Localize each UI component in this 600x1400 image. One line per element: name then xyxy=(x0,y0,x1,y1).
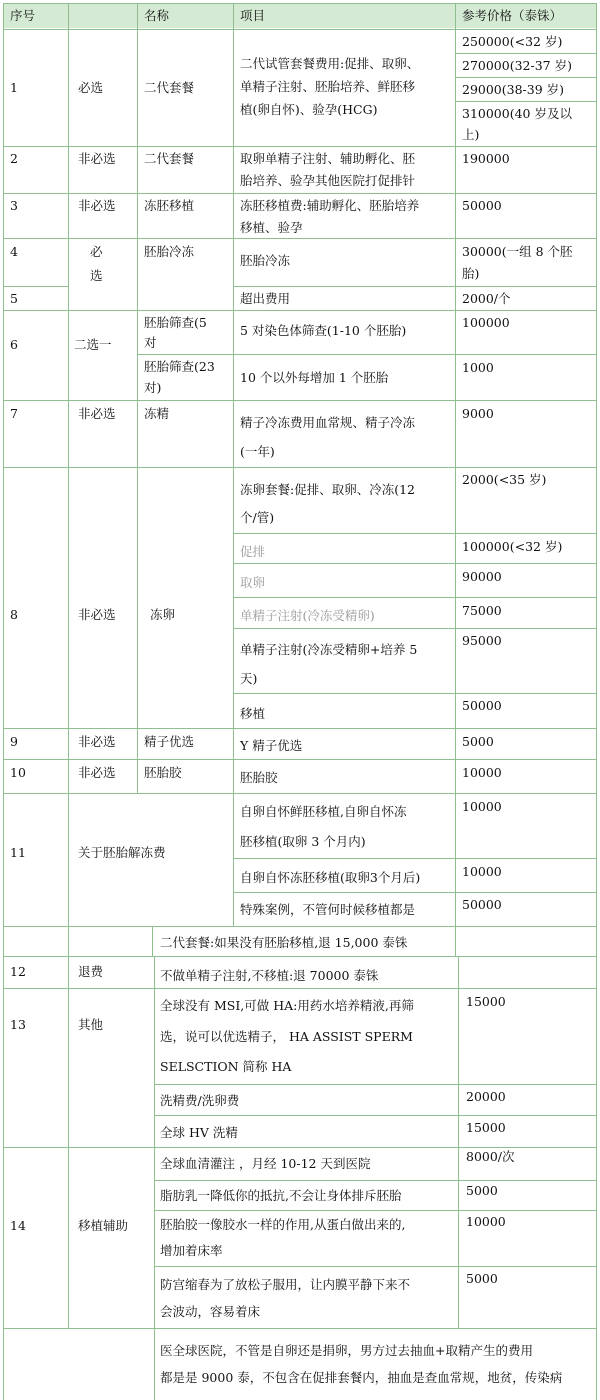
price-cell: 10000 xyxy=(462,799,502,814)
item-cell: 超出费用 xyxy=(240,291,291,306)
item-line: 移植、验孕 xyxy=(240,220,303,235)
name-cell: 退费 xyxy=(78,964,104,979)
price-cell: 20000 xyxy=(466,1089,506,1104)
price-cell: 9000 xyxy=(462,406,494,421)
item-line: SELSCTION 简称 HA xyxy=(160,1059,292,1074)
item-line: 增加着床率 xyxy=(160,1243,223,1258)
price-cell: 10000 xyxy=(462,765,502,780)
seq-cell: 13 xyxy=(10,1017,26,1032)
price-cell: 100000(<32 岁) xyxy=(462,539,563,554)
price-cell: 15000 xyxy=(466,994,506,1009)
header-seq: 序号 xyxy=(10,8,36,23)
price-cell: 胎) xyxy=(462,266,480,281)
item-cell: 不做单精子注射,不移植:退 70000 泰铢 xyxy=(160,968,379,983)
price-cell: 5000 xyxy=(466,1271,498,1286)
item-line: 二代试管套餐费用:促排、取卵、 xyxy=(240,56,420,71)
item-line: 精子冷冻费用血常规、精子冷冻 xyxy=(240,415,416,430)
item-cell: 自卵自怀冻胚移植(取卵3个月后) xyxy=(240,870,421,885)
refund-note: 二代套餐:如果没有胚胎移植,退 15,000 泰铢 xyxy=(160,935,408,950)
item-line: 促排 xyxy=(240,544,266,559)
header-price: 参考价格（泰铢） xyxy=(462,8,563,23)
item-line: 胚胎胶一像胶水一样的作用,从蛋白做出来的, xyxy=(160,1217,406,1232)
name-cell: 移植辅助 xyxy=(78,1218,129,1233)
name-cell: 冻卵 xyxy=(150,607,176,622)
type-cell: 非必选 xyxy=(78,607,116,622)
price-cell: 2000(<35 岁) xyxy=(462,472,547,487)
price-cell: 30000(一组 8 个胚 xyxy=(462,244,573,259)
seq-cell: 9 xyxy=(10,734,18,749)
item-cell: 胚胎胶 xyxy=(240,770,278,785)
item-line: 胎培养、验孕其他医院打促排针 xyxy=(240,173,416,188)
type-cell: 必 xyxy=(90,244,103,259)
name-cell: 二代套餐 xyxy=(144,151,195,166)
price-cell: 1000 xyxy=(462,360,494,375)
price-cell: 10000 xyxy=(466,1214,506,1229)
item-line: 移植 xyxy=(240,706,266,721)
price-cell: 15000 xyxy=(466,1120,506,1135)
seq-cell: 8 xyxy=(10,607,18,622)
seq-cell: 2 xyxy=(10,151,18,166)
seq-cell: 5 xyxy=(10,291,18,306)
footer-note-line: 都是是 9000 泰，不包含在促排套餐内，抽血是查血常规，地贫，传染病 xyxy=(160,1370,563,1385)
footer-note-line: 医全球医院，不管是自卵还是捐卵，男方过去抽血+取精产生的费用 xyxy=(160,1343,533,1358)
item-line: 取卵单精子注射、辅助孵化、胚 xyxy=(240,151,416,166)
name-cell: 胚胎筛查(5 xyxy=(144,315,207,330)
price-cell: 2000/个 xyxy=(462,291,511,306)
item-cell: 全球 HV 洗精 xyxy=(160,1125,238,1140)
item-cell: 全球血清灌注 ，月经 10-12 天到医院 xyxy=(160,1156,371,1171)
name-cell: 其他 xyxy=(78,1017,104,1032)
item-cell: Y 精子优选 xyxy=(240,738,303,753)
item-line: 单精子注射(冷冻受精卵) xyxy=(240,608,375,623)
seq-cell: 11 xyxy=(10,845,26,860)
name-cell: 对 xyxy=(144,335,157,350)
price-cell: 190000 xyxy=(462,151,510,166)
item-cell: 脂肪乳一降低你的抵抗,不会让身体排斥胚胎 xyxy=(160,1188,402,1203)
price-cell: 5000 xyxy=(466,1183,498,1198)
seq-cell: 6 xyxy=(10,337,18,352)
item-line: (一年) xyxy=(240,444,275,459)
seq-cell: 4 xyxy=(10,244,18,259)
type-cell: 选 xyxy=(90,268,103,283)
price-cell: 310000(40 岁及以 xyxy=(462,106,572,121)
type-cell: 非必选 xyxy=(78,151,116,166)
price-cell: 29000(38-39 岁) xyxy=(462,82,565,97)
seq-cell: 12 xyxy=(10,964,26,979)
seq-cell: 3 xyxy=(10,198,18,213)
item-line: 植(卵自怀)、验孕(HCG) xyxy=(240,102,378,117)
price-cell: 270000(32-37 岁) xyxy=(462,58,572,73)
name-cell: 冻胚移植 xyxy=(144,198,195,213)
item-line: 取卵 xyxy=(240,575,266,590)
price-cell: 8000/次 xyxy=(466,1149,515,1164)
name-cell: 关于胚胎解冻费 xyxy=(78,845,166,860)
item-line: 自卵自怀鲜胚移植,自卵自怀冻 xyxy=(240,804,407,819)
item-cell: 胚胎冷冻 xyxy=(240,253,291,268)
header-name: 名称 xyxy=(144,8,170,23)
seq-cell: 14 xyxy=(10,1218,26,1233)
price-cell: 上) xyxy=(462,127,480,142)
item-line: 冻卵套餐:促排、取卵、冷冻(12 xyxy=(240,482,415,497)
name-cell: 冻精 xyxy=(144,406,170,421)
price-cell: 75000 xyxy=(462,603,502,618)
item-line: 单精子注射、胚胎培养、鲜胚移 xyxy=(240,79,416,94)
item-line: 选，说可以优选精子， HA ASSIST SPERM xyxy=(160,1029,413,1044)
type-cell: 非必选 xyxy=(78,406,116,421)
price-cell: 10000 xyxy=(462,864,502,879)
price-cell: 95000 xyxy=(462,633,502,648)
name-cell: 精子优选 xyxy=(144,734,195,749)
header-item: 项目 xyxy=(240,8,266,23)
seq-cell: 1 xyxy=(10,80,18,95)
name-cell: 胚胎冷冻 xyxy=(144,244,195,259)
item-cell: 5 对染色体筛查(1-10 个胚胎) xyxy=(240,323,407,338)
type-cell: 非必选 xyxy=(78,765,116,780)
price-cell: 90000 xyxy=(462,569,502,584)
item-line: 单精子注射(冷冻受精卵+培养 5 xyxy=(240,642,418,657)
item-line: 冻胚移植费:辅助孵化、胚胎培养 xyxy=(240,198,420,213)
price-cell: 50000 xyxy=(462,897,502,912)
seq-cell: 10 xyxy=(10,765,26,780)
price-cell: 5000 xyxy=(462,734,494,749)
price-cell: 250000(<32 岁) xyxy=(462,34,563,49)
name-cell: 二代套餐 xyxy=(144,80,195,95)
type-cell: 二选一 xyxy=(74,337,112,352)
type-cell: 必选 xyxy=(78,80,104,95)
item-line: 个/管) xyxy=(240,510,275,525)
price-cell: 50000 xyxy=(462,198,502,213)
type-cell: 非必选 xyxy=(78,198,116,213)
item-cell: 特殊案例，不管何时候移植都是 xyxy=(240,902,416,917)
name-cell: 胚胎胶 xyxy=(144,765,182,780)
item-line: 防宫缩春为了放松子服用，让内膜平静下来不 xyxy=(160,1277,411,1292)
type-cell: 非必选 xyxy=(78,734,116,749)
name-cell: 胚胎筛查(23 xyxy=(144,359,215,374)
item-line: 会波动，容易着床 xyxy=(160,1304,261,1319)
price-cell: 100000 xyxy=(462,315,510,330)
item-line: 胚移植(取卵 3 个月内) xyxy=(240,834,366,849)
name-cell: 对) xyxy=(144,380,162,395)
item-cell: 洗精费/洗卵费 xyxy=(160,1093,240,1108)
item-line: 天) xyxy=(240,671,258,686)
item-cell: 10 个以外每增加 1 个胚胎 xyxy=(240,370,389,385)
price-cell: 50000 xyxy=(462,698,502,713)
item-line: 全球没有 MSI,可做 HA:用药水培养精液,再筛 xyxy=(160,998,414,1013)
seq-cell: 7 xyxy=(10,406,18,421)
